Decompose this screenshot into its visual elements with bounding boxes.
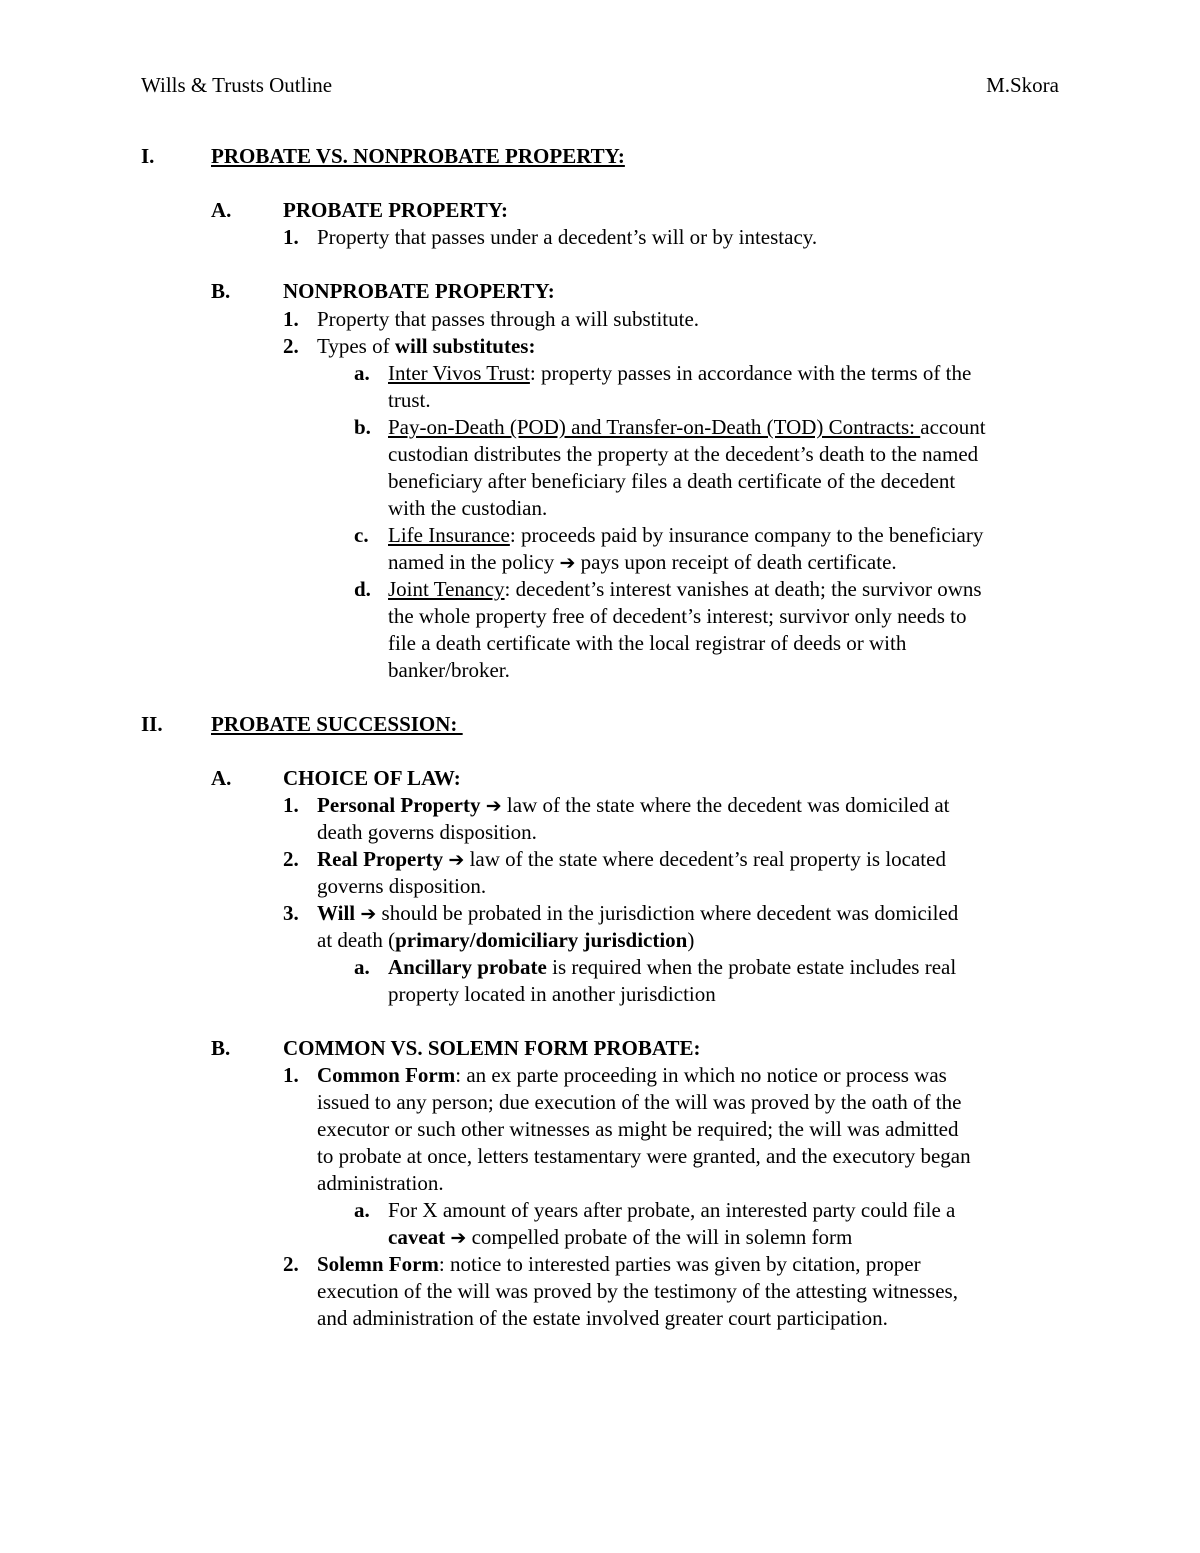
arrow-icon: ➔	[360, 903, 377, 925]
subitem-term: Life Insurance	[388, 523, 510, 547]
subitem-letter: c.	[354, 523, 369, 547]
item-number: 2.	[283, 334, 299, 358]
item-number: 1.	[283, 793, 299, 817]
item-text-plain: Types of	[317, 334, 395, 358]
item-text: Property that passes through a will substitute.	[317, 307, 700, 331]
section-number: I.	[141, 144, 155, 168]
item-number: 2.	[283, 847, 299, 871]
item-line: law of the state where the decedent was domiciled at	[501, 793, 950, 817]
item-number: 1.	[283, 225, 299, 249]
document-title: Wills & Trusts Outline	[141, 73, 333, 97]
item-line: law of the state where decedent’s real property is located	[464, 847, 946, 871]
subitem-text	[388, 954, 956, 981]
subitem-text	[388, 522, 983, 549]
item-text	[317, 1251, 921, 1278]
subitem-line: : proceeds paid by insurance company to the beneficiary	[509, 523, 984, 547]
item-number: 2.	[283, 1252, 299, 1276]
subsection-letter: A.	[211, 766, 232, 790]
subitem-line: For X amount of years after probate, an interested party could file a	[388, 1198, 956, 1222]
subitem-line: banker/broker.	[388, 658, 510, 682]
item-number: 3.	[283, 901, 299, 925]
item-text-bold: will substitutes:	[394, 334, 536, 358]
arrow-icon: ➔	[448, 849, 465, 871]
section-number: II.	[141, 712, 163, 736]
subitem-text	[388, 576, 982, 603]
item-line: death governs disposition.	[317, 820, 537, 844]
subitem-line: the whole property free of decedent’s interest; survivor only needs to	[388, 604, 967, 628]
item-line: issued to any person; due execution of the will was proved by the oath of the	[317, 1090, 962, 1114]
subitem-letter: a.	[354, 361, 370, 385]
subsection-heading: CHOICE OF LAW:	[283, 766, 461, 790]
item-text: Property that passes under a decedent’s will or by intestacy.	[317, 225, 818, 249]
item-text-bold: primary/domiciliary jurisdiction	[395, 928, 688, 952]
arrow-icon: ➔	[559, 552, 576, 574]
subitem-bold: Ancillary probate	[388, 955, 547, 979]
subitem-text	[388, 360, 971, 387]
subitem-line: with the custodian.	[388, 496, 548, 520]
section-heading: PROBATE VS. NONPROBATE PROPERTY:	[211, 144, 625, 168]
item-line: governs disposition.	[317, 874, 487, 898]
subsection-letter: B.	[211, 279, 231, 303]
item-text	[317, 333, 535, 360]
subitem-text	[388, 1224, 852, 1252]
item-text-bold: Will	[317, 901, 361, 925]
subitem-line: custodian distributes the property at the decedent’s death to the named	[388, 442, 979, 466]
subitem-letter: b.	[354, 415, 371, 439]
item-text-bold: Real Property	[317, 847, 449, 871]
item-number: 1.	[283, 1063, 299, 1087]
item-text	[317, 900, 958, 928]
subitem-term: Joint Tenancy	[388, 577, 505, 601]
item-text-bold: Common Form	[317, 1063, 456, 1087]
item-number: 1.	[283, 307, 299, 331]
subitem-term: Pay-on-Death (POD) and Transfer-on-Death (TOD) Contracts:	[388, 415, 921, 439]
item-line: execution of the will was proved by the testimony of the attesting witnesses,	[317, 1279, 958, 1303]
item-line: : notice to interested parties was given by citation, proper	[438, 1252, 921, 1276]
subitem-text	[388, 414, 986, 441]
subitem-letter: a.	[354, 1198, 370, 1222]
arrow-icon: ➔	[450, 1227, 467, 1249]
item-text	[317, 792, 950, 820]
subitem-line: pays upon receipt of death certificate.	[575, 550, 897, 574]
section-heading: PROBATE SUCCESSION:	[211, 712, 463, 736]
document-author: M.Skora	[986, 73, 1059, 97]
subsection-heading: NONPROBATE PROPERTY:	[283, 279, 555, 303]
item-text-bold: Solemn Form	[317, 1252, 439, 1276]
subsection-letter: B.	[211, 1036, 231, 1060]
subitem-line: : property passes in accordance with the terms of the	[529, 361, 972, 385]
arrow-icon: ➔	[485, 795, 502, 817]
item-line: )	[687, 928, 695, 952]
subitem-line: account	[920, 415, 986, 439]
item-text-bold: Personal Property	[317, 793, 486, 817]
subitem-line: named in the policy	[388, 550, 560, 574]
subitem-letter: d.	[354, 577, 371, 601]
subitem-line: trust.	[388, 388, 431, 412]
subitem-line: : decedent’s interest vanishes at death; the survivor owns	[504, 577, 982, 601]
subitem-text	[388, 549, 897, 577]
subitem-bold: caveat	[388, 1225, 451, 1249]
subitem-line: file a death certificate with the local registrar of deeds or with	[388, 631, 907, 655]
item-text	[317, 1062, 947, 1089]
subitem-letter: a.	[354, 955, 370, 979]
page-header	[141, 72, 1059, 102]
subsection-heading: COMMON VS. SOLEMN FORM PROBATE:	[283, 1036, 701, 1060]
item-line: at death (	[317, 928, 396, 952]
subitem-term: Inter Vivos Trust	[388, 361, 530, 385]
subsection-letter: A.	[211, 198, 232, 222]
subitem-line: property located in another jurisdiction	[388, 982, 716, 1006]
subitem-line: is required when the probate estate includes real	[546, 955, 957, 979]
item-line: administration.	[317, 1171, 444, 1195]
item-line: executor or such other witnesses as might be required; the will was admitted	[317, 1117, 959, 1141]
item-text	[317, 846, 946, 874]
subitem-line: beneficiary after beneficiary files a death certificate of the decedent	[388, 469, 956, 493]
subsection-heading: PROBATE PROPERTY:	[283, 198, 509, 222]
item-line: and administration of the estate involved greater court participation.	[317, 1306, 888, 1330]
item-line: to probate at once, letters testamentary were granted, and the executory began	[317, 1144, 971, 1168]
item-line: : an ex parte proceeding in which no notice or process was	[455, 1063, 947, 1087]
subitem-line: compelled probate of the will in solemn form	[466, 1225, 853, 1249]
item-text	[317, 927, 694, 954]
item-line: should be probated in the jurisdiction where decedent was domiciled	[376, 901, 959, 925]
